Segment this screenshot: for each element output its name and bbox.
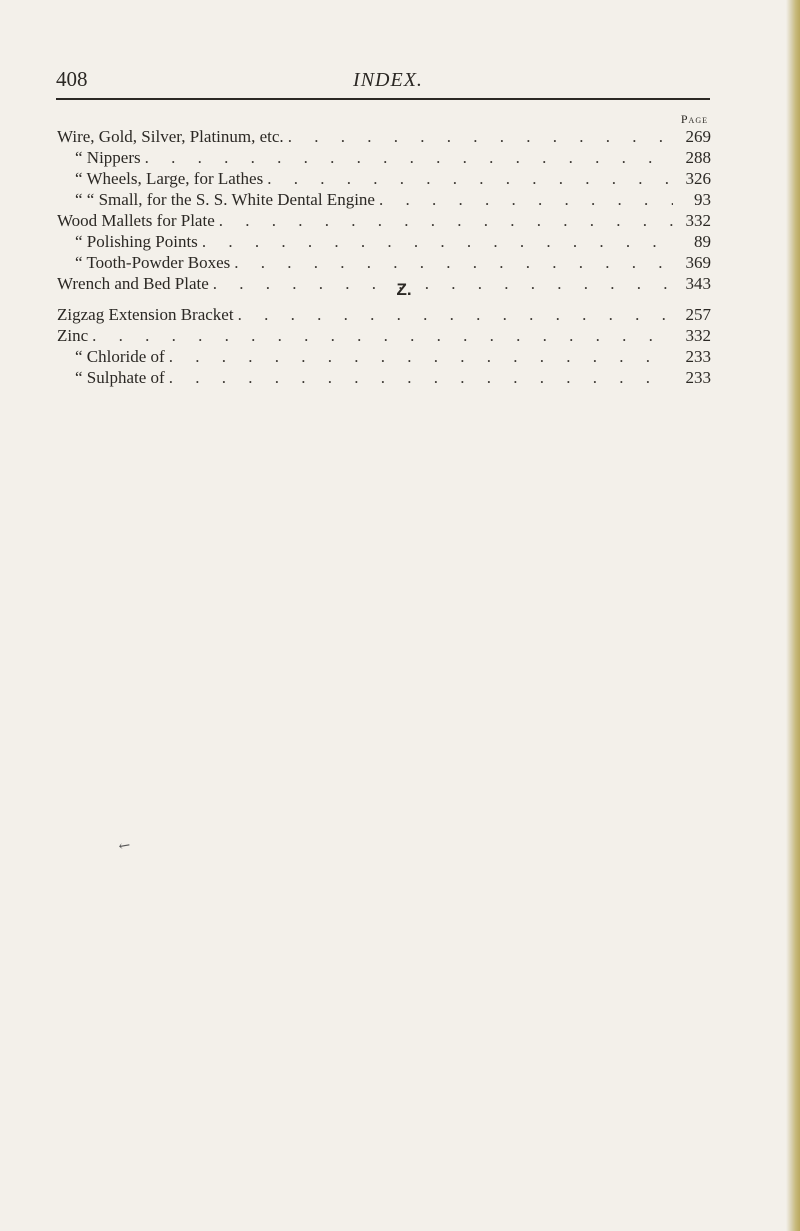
index-section-z bbox=[57, 304, 711, 388]
page-number: 408 bbox=[56, 67, 88, 91]
entry-page: 89 bbox=[694, 232, 711, 251]
dot-leader bbox=[202, 231, 673, 252]
entry-title: Zinc bbox=[57, 326, 89, 345]
stray-mark-icon: ↙ bbox=[114, 836, 133, 857]
entry-title: “ Chloride of bbox=[75, 347, 165, 366]
entry-page: 326 bbox=[685, 169, 711, 188]
entry-title: “ Nippers bbox=[75, 148, 141, 167]
index-entry bbox=[57, 189, 711, 210]
dot-leader bbox=[169, 346, 673, 367]
entry-page: 332 bbox=[685, 326, 711, 345]
entry-page: 343 bbox=[685, 274, 711, 293]
dot-leader bbox=[145, 147, 673, 168]
dot-leader bbox=[238, 304, 673, 325]
entry-page: 257 bbox=[685, 305, 711, 324]
entry-page: 269 bbox=[685, 127, 711, 146]
dot-leader bbox=[92, 325, 673, 346]
index-entry bbox=[57, 325, 711, 346]
index-entry bbox=[57, 346, 711, 367]
entry-page: 332 bbox=[685, 211, 711, 230]
entry-title: “ Sulphate of bbox=[75, 368, 165, 387]
index-section-w bbox=[57, 126, 711, 294]
page-header bbox=[56, 62, 710, 100]
entry-title: Wood Mallets for Plate bbox=[57, 211, 215, 230]
entry-title: Zigzag Extension Bracket bbox=[57, 305, 234, 324]
index-entry bbox=[57, 252, 711, 273]
entry-title: “ Polishing Points bbox=[75, 232, 198, 251]
index-entry bbox=[57, 168, 711, 189]
entry-title: “ Wheels, Large, for Lathes bbox=[75, 169, 264, 188]
dot-leader bbox=[267, 168, 673, 189]
entry-page: 288 bbox=[685, 148, 711, 167]
page-column-label: Page bbox=[680, 112, 708, 126]
entry-title: Wire, Gold, Silver, Platinum, etc. bbox=[57, 127, 284, 146]
entry-title: “ Tooth-Powder Boxes bbox=[75, 253, 231, 272]
page-edge-shadow bbox=[786, 0, 800, 1231]
dot-leader bbox=[234, 252, 673, 273]
dot-leader bbox=[288, 126, 673, 147]
dot-leader bbox=[219, 210, 673, 231]
entry-page: 369 bbox=[685, 253, 711, 272]
running-title: INDEX. bbox=[353, 69, 423, 91]
index-entry bbox=[57, 304, 711, 325]
index-entry bbox=[57, 367, 711, 388]
section-heading-z bbox=[0, 280, 800, 300]
section-letter: Z. bbox=[396, 280, 412, 299]
dot-leader bbox=[379, 189, 673, 210]
entry-page: 233 bbox=[685, 347, 711, 366]
index-entry bbox=[57, 126, 711, 147]
entry-page: 233 bbox=[685, 368, 711, 387]
entry-title: “ “ Small, for the S. S. White Dental Engine bbox=[75, 190, 375, 209]
entry-title: Wrench and Bed Plate bbox=[57, 274, 209, 293]
index-entry bbox=[57, 210, 711, 231]
entry-page: 93 bbox=[694, 190, 711, 209]
dot-leader bbox=[169, 367, 673, 388]
index-entry bbox=[57, 147, 711, 168]
index-entry bbox=[57, 231, 711, 252]
